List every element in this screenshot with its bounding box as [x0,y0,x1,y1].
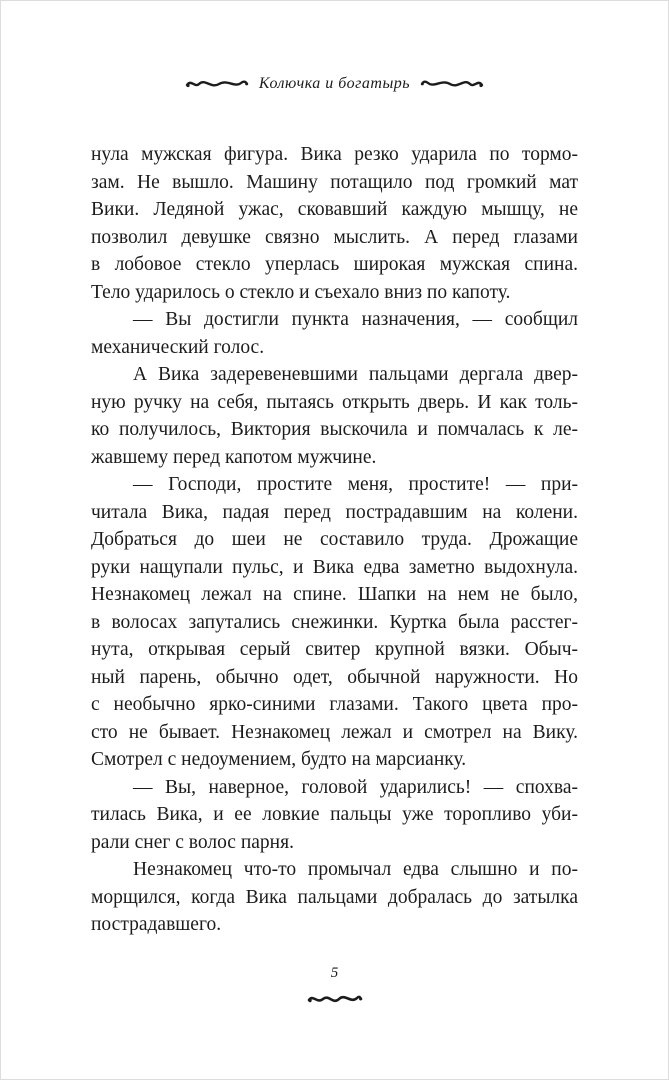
text-line: Вики. Ледяной ужас, сковавший каждую мышцу, не [91,199,578,220]
page-text [91,141,578,939]
text-line: ный парень, обычно одет, обычной наружности. Но [91,666,578,688]
header-ornament-right-icon [420,76,484,92]
text-line: пострадавшего. [91,914,222,935]
text-line: Добраться до шеи не составило труда. Дрожащие [91,529,578,550]
text-line: тилась Вика, и ее ловкие пальцы уже торопливо уби- [91,804,578,825]
text-line: жавшему перед капотом мужчине. [91,446,377,468]
paragraph [91,141,578,306]
text-line: зам. Не вышло. Машину потащило под громкий мат [91,171,578,193]
text-line: ко получилось, Виктория выскочила и помчалась к ле- [91,419,578,440]
paragraph [91,361,578,471]
text-line: читала Вика, падая перед пострадавшим на колени. [91,501,578,523]
text-line: руки нащупали пульс, и Вика едва заметно выдохнула. [91,556,578,578]
paragraph [91,471,578,774]
text-line: нута, открывая серый свитер крупной вязки. Обыч- [91,639,578,660]
text-line: Смотрел с недоумением, будто на марсианку. [91,749,467,770]
page-footer [1,965,668,1013]
text-line: Незнакомец лежал на спине. Шапки на нем не было, [91,584,578,605]
text-line: — Вы достигли пункта назначения, — сообщил [133,309,578,330]
text-line: сто не бывает. Незнакомец лежал и смотрел на Вику. [91,721,578,743]
text-line: механический голос. [91,336,265,358]
text-line: Тело ударилось о стекло и съехало вниз по капоту. [91,281,511,303]
text-line: рали снег с волос парня. [91,831,294,853]
text-line: Незнакомец что-то промычал едва слышно и по- [133,859,578,880]
footer-ornament-icon [307,990,363,1008]
text-line: А Вика задеревеневшими пальцами дергала двер- [133,364,578,385]
header-ornament-left-icon [185,76,249,92]
text-line: в лобовое стекло уперлась широкая мужская спина. [91,254,578,275]
book-title: Колючка и богатырь [258,75,411,92]
paragraph [91,774,578,857]
paragraph [91,306,578,361]
text-line: позволил девушке связно мыслить. А перед глазами [91,226,578,248]
text-line: ную ручку на себя, пытаясь открыть дверь. И как толь- [91,391,578,413]
running-header [1,75,668,93]
text-line: нула мужская фигура. Вика резко ударила по тормо- [91,144,578,165]
page-number: 5 [330,964,339,981]
text-line: в волосах запутались снежинки. Куртка была расстег- [91,611,578,633]
paragraph [91,856,578,939]
text-line: морщился, когда Вика пальцами добралась до затылка [91,886,578,908]
text-line: — Господи, простите меня, простите! — при- [133,474,578,495]
text-line: — Вы, наверное, головой ударились! — спохва- [133,776,578,798]
text-line: с необычно ярко-синими глазами. Такого цвета про- [91,694,578,715]
